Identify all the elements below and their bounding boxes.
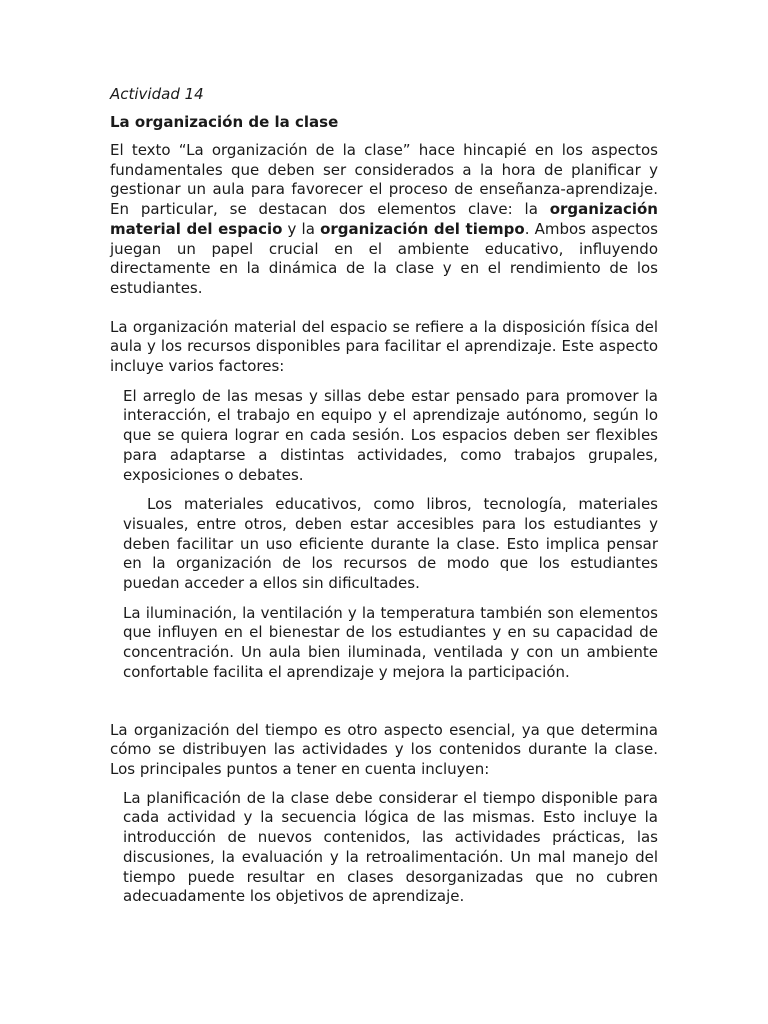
intro-connector: y la (282, 219, 321, 238)
space-section-intro: La organización material del espacio se refiere a la disposición física del aula y los recursos disponibles para facilitar el aprendizaje. Este aspecto incluye varios factores: (110, 317, 658, 376)
document-title: La organización de la clase (110, 113, 339, 131)
time-section-intro: La organización del tiempo es otro aspecto esencial, ya que determina cómo se distribuyen las actividades y los contenidos durante la clase. Los principales puntos a tener en cuenta incluyen: (110, 720, 658, 778)
intro-bold-space: organización material del espacio (110, 200, 658, 238)
activity-label: Actividad 14 (110, 85, 204, 103)
space-factor-materials: Los materiales educativos, como libros, tecnología, materiales visuales, entre otros, deben estar accesibles para los estudiantes y deben facilitar un uso eficiente durante la clase. Esto implica pensar en la organización de los recursos de modo que los estudiantes puedan acceder a ellos sin dificultades. (123, 495, 658, 593)
time-point-planning: La planificación de la clase debe considerar el tiempo disponible para cada actividad y la secuencia lógica de las mismas. Esto incluye la introducción de nuevos contenidos, las actividades prácticas, las discusiones, la evaluación y la retroalimentación. Un mal manejo del tiempo puede resultar en clases desorganizadas que no cubren adecuadamente los objetivos de aprendizaje. (123, 788, 658, 906)
intro-paragraph (110, 141, 658, 299)
space-factor-environment: La iluminación, la ventilación y la temperatura también son elementos que influyen en el bienestar de los estudiantes y en su capacidad de concentración. Un aula bien iluminada, ventilada y con un ambiente confortable facilita el aprendizaje y mejora la participación. (123, 603, 658, 681)
intro-bold-time: organización del tiempo (320, 219, 525, 238)
intro-text-after: . Ambos aspectos juegan un papel crucial en el ambiente educativo, influyendo directamente en la dinámica de la clase y en el rendimiento de los estudiantes. (110, 219, 658, 297)
intro-text-before: El texto “La organización de la clase” hace hincapié en los aspectos fundamentales que deben ser considerados a la hora de planificar y gestionar un aula para favorecer el proceso de enseñanza-aprendizaje. En particular, se destacan dos elementos clave: la (110, 141, 658, 219)
space-factor-furniture: El arreglo de las mesas y sillas debe estar pensado para promover la interacción, el trabajo en equipo y el aprendizaje autónomo, según lo que se quiera lograr en cada sesión. Los espacios deben ser flexibles para adaptarse a distintas actividades, como trabajos grupales, exposiciones o debates. (123, 386, 658, 484)
